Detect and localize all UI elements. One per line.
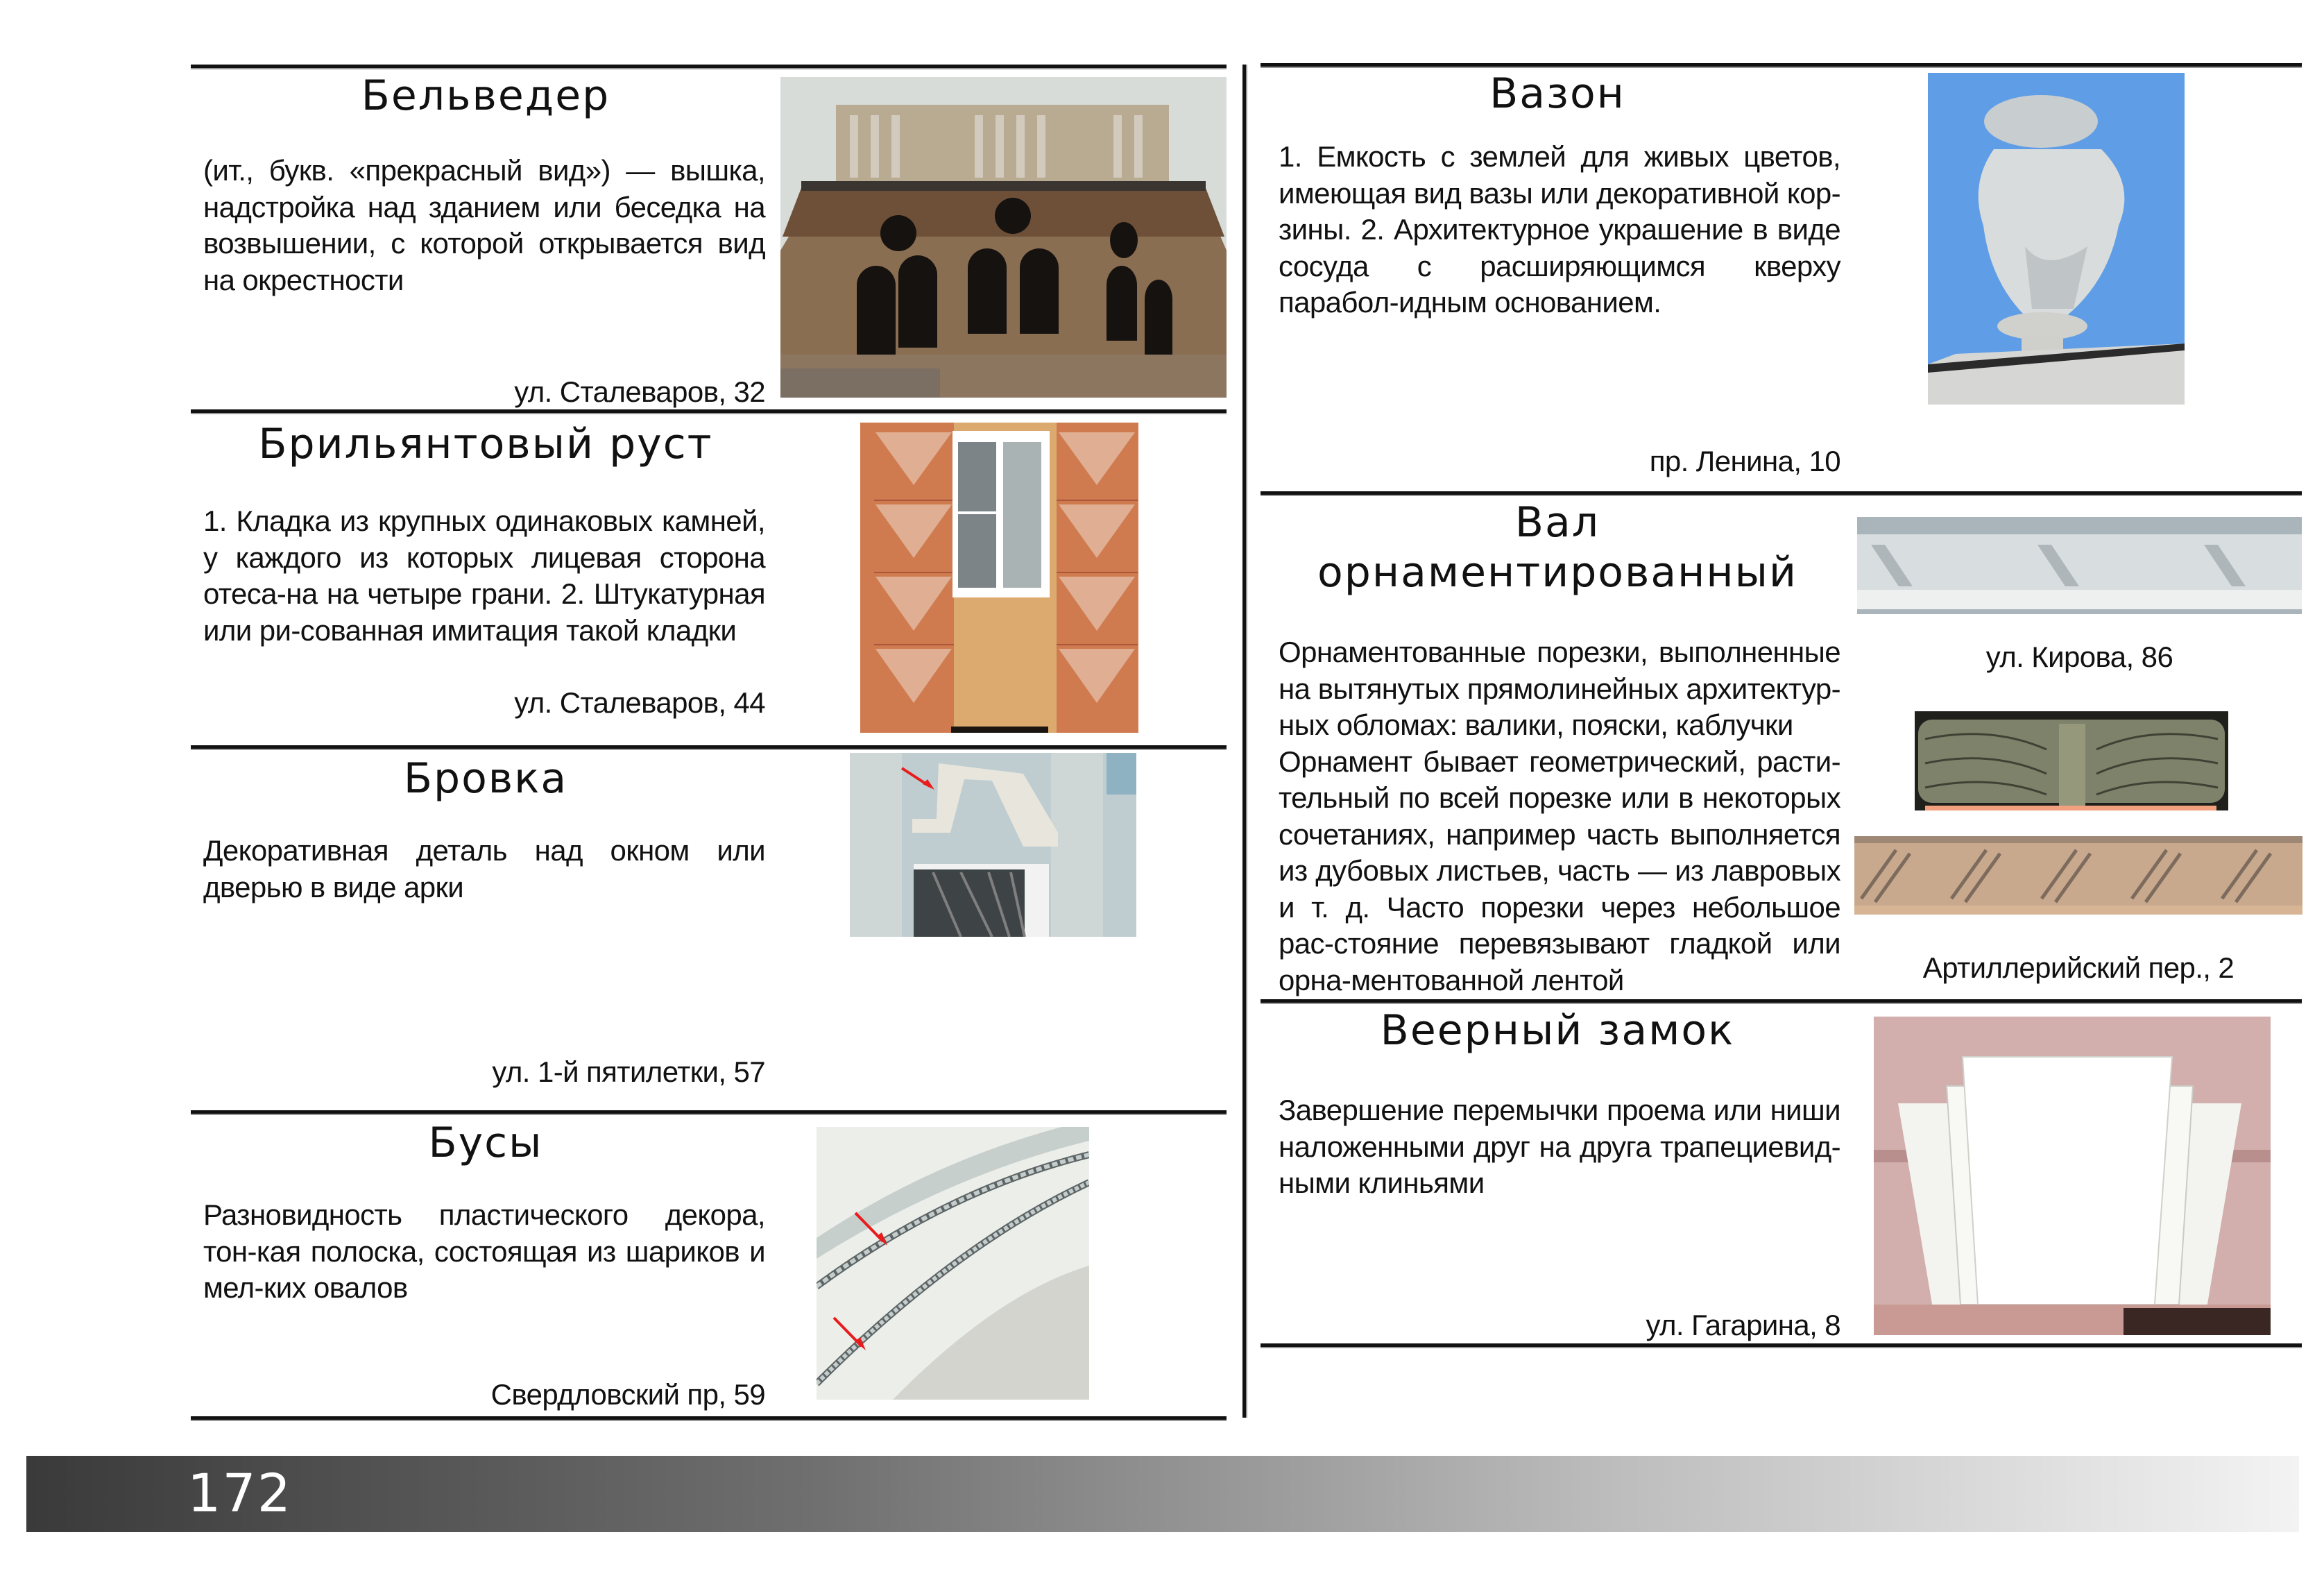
left-rule-3	[191, 1110, 1227, 1114]
right-rule-top	[1261, 63, 2302, 67]
entry-definition	[203, 1197, 765, 1307]
definition-text: Декоративная деталь над окном или дверью в виде арки	[203, 834, 765, 903]
entry-definition	[1279, 1092, 1840, 1202]
entry-title-line1: Вал	[1514, 498, 1600, 547]
entry-title: Веерный замок	[1380, 1006, 1735, 1055]
right-rule-2	[1261, 999, 2302, 1003]
entry-definition	[1279, 139, 1840, 321]
entry-address: ул. Сталеваров, 44	[514, 686, 765, 719]
entry-definition	[203, 503, 765, 649]
entry-address: пр. Ленина, 10	[1649, 445, 1840, 477]
image-caption-2: Артиллерийский пер., 2	[1922, 951, 2235, 984]
entry-definition	[1279, 634, 1840, 999]
entry-address: Свердловский пр, 59	[490, 1378, 765, 1411]
definition-text: (ит., букв. «прекрасный вид») — вышка, надстройка над зданием или беседка на возвышении, с которой открывается вид на окрестности	[203, 154, 765, 296]
definition-text: Разновидность пластического декора, тон-кая полоска, состоящая из шариков и мел-ких овалов	[203, 1198, 765, 1304]
right-rule-bottom	[1261, 1343, 2302, 1347]
column-divider	[1242, 65, 1246, 1418]
image-caption-1: ул. Кирова, 86	[1985, 640, 2173, 673]
entry-title: Бусы	[428, 1119, 543, 1167]
entry-title: Брильянтовый руст	[258, 420, 713, 468]
left-rule-1	[191, 409, 1227, 413]
definition-paragraph-2: Орнамент бывает геометрический, расти-тельный по всей порезке или в некоторых сочетаниях, например часть выполняется из дубовых листьев, часть — из лавровых и т. д. Часто порезки через небольшое рас-стояние перевязывают гладкой или орна-ментованной лентой	[1279, 745, 1840, 996]
page-footer-bar	[26, 1456, 2299, 1532]
fan-keystone-photo	[1874, 1017, 2271, 1335]
entry-title: Бровка	[403, 754, 568, 803]
right-rule-1	[1261, 491, 2302, 495]
entry-address: ул. Гагарина, 8	[1646, 1309, 1840, 1341]
definition-text: Завершение перемычки проема или ниши наложенными друг на друга трапециевид-ными клиньями	[1279, 1094, 1840, 1199]
entry-title: Бельведер	[361, 71, 610, 120]
entry-title-line2: орнаментированный	[1317, 548, 1797, 597]
entry-title: Вазон	[1489, 69, 1625, 118]
window-brow-photo	[850, 753, 1136, 937]
definition-text: 1. Кладка из крупных одинаковых камней, у каждого из которых лицевая сторона отеса-на на четыре грани. 2. Штукатурная или ри-сованная имитация такой кладки	[203, 504, 765, 647]
laurel-moulding-photo	[1854, 836, 2302, 915]
entry-definition	[203, 153, 765, 298]
vase-photo	[1928, 73, 2185, 405]
entry-definition	[203, 833, 765, 906]
definition-paragraph-1: Орнаментованные порезки, выполненные на вытянутых прямолинейных архитектур-ных обломах: валики, пояски, каблучки	[1279, 636, 1840, 741]
bundled-torus-photo	[1915, 711, 2228, 810]
left-rule-bottom	[191, 1416, 1227, 1420]
page-number: 172	[187, 1462, 293, 1524]
belvedere-tower-photo	[780, 77, 1227, 398]
entry-address: ул. 1-й пятилетки, 57	[492, 1055, 765, 1088]
entry-address: ул. Сталеваров, 32	[514, 375, 765, 408]
left-rule-top	[191, 65, 1227, 68]
diamond-rustication-photo	[860, 423, 1138, 733]
oak-leaf-moulding-photo	[1857, 517, 2302, 614]
left-rule-2	[191, 745, 1227, 749]
definition-text: 1. Емкость с землей для живых цветов, имеющая вид вазы или декоративной кор-зины. 2. Архитектурное украшение в виде сосуда с расширяющимся кверху парабол-идным основанием.	[1279, 140, 1840, 319]
bead-moulding-photo	[817, 1127, 1089, 1400]
